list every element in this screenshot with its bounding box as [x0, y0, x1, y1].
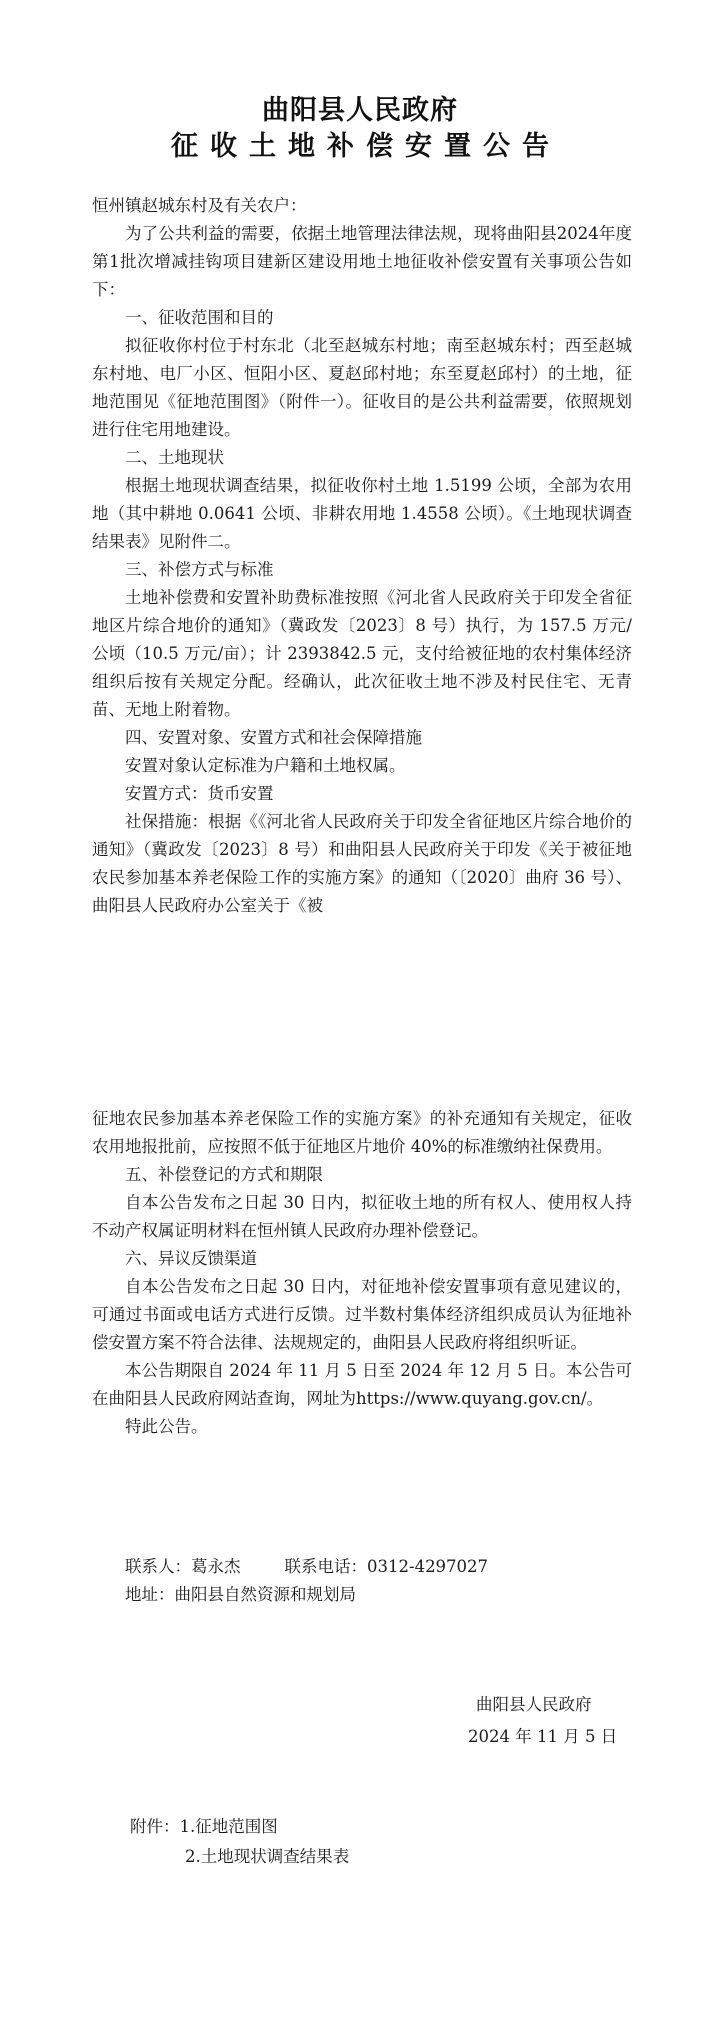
contact-phone: 联系电话：0312-4297027 — [284, 1557, 489, 1576]
attachments-block — [130, 1812, 349, 1872]
section-5-body: 自本公告发布之日起 30 日内，拟征收土地的所有权人、使用权人持不动产权属证明材料在恒州镇人民政府办理补偿登记。 — [92, 1193, 632, 1240]
section-4-method: 安置方式：货币安置 — [125, 784, 274, 803]
contact-block — [92, 1553, 632, 1609]
section-4-heading: 四、安置对象、安置方式和社会保障措施 — [125, 728, 422, 747]
section-4-continuation: 征地农民参加基本养老保险工作的实施方案》的补充通知有关规定，征收农用地报批前，应按照不低于征地区片地价 40%的标准缴纳社保费用。 — [92, 1109, 632, 1156]
section-3-heading: 三、补偿方式与标准 — [125, 560, 274, 579]
contact-person: 联系人：葛永杰 — [125, 1557, 241, 1576]
attachment-row-1 — [130, 1812, 349, 1842]
section-6-body: 自本公告发布之日起 30 日内，对征地补偿安置事项有意见建议的，可通过书面或电话方式进行反馈。过半数村集体经济组织成员认为征地补偿安置方案不符合法律、法规规定的，曲阳县人民政府将组织听证。 — [92, 1277, 632, 1352]
signature-date: 2024 年 11 月 5 日 — [468, 1727, 618, 1746]
attachments-label: 附件： — [130, 1817, 180, 1836]
section-4-social-security: 社保措施：根据《《河北省人民政府关于印发全省征地区片综合地价的通知》（冀政发〔2023〕8 号）和曲阳县人民政府关于印发《关于被征地农民参加基本养老保险工作的实施方案》的通知（〔2020〕曲府 36 号）、曲阳县人民政府办公室关于《被 — [92, 812, 632, 915]
page-subtitle: 征收土地补偿安置公告 — [171, 131, 561, 162]
section-1-heading: 一、征收范围和目的 — [125, 308, 274, 327]
attachment-item-2: 2.土地现状调查结果表 — [185, 1847, 350, 1866]
announcement-body-top — [92, 192, 632, 920]
section-3-body: 土地补偿费和安置补助费标准按照《河北省人民政府关于印发全省征地区片综合地价的通知》（冀政发〔2023〕8 号）执行，为 157.5 万元/公顷（10.5 万元/亩）；计 2393842.5 元，支付给被征地的农村集体经济组织后按有关规定分配。经确认，此次征收土地不涉及村民住宅、无青苗、无地上附着物。 — [92, 588, 632, 719]
section-4-criteria: 安置对象认定标准为户籍和土地权属。 — [125, 756, 406, 775]
section-6-heading: 六、异议反馈渠道 — [125, 1249, 257, 1268]
page-title: 曲阳县人民政府 — [262, 95, 458, 126]
section-5-heading: 五、补偿登记的方式和期限 — [125, 1165, 323, 1184]
intro-paragraph: 为了公共利益的需要，依据土地管理法律法规，现将曲阳县2024年度第1批次增减挂钩项目建新区建设用地土地征收补偿安置有关事项公告如下： — [92, 224, 632, 299]
section-2-heading: 二、土地现状 — [125, 448, 224, 467]
section-1-body: 拟征收你村位于村东北（北至赵城东村地；南至赵城东村；西至赵城东村地、电厂小区、恒阳小区、夏赵邱村地；东至夏赵邱村）的土地，征地范围见《征地范围图》（附件一）。征收目的是公共利益需要，依照规划进行住宅用地建设。 — [92, 336, 632, 439]
salutation: 恒州镇赵城东村及有关农户： — [92, 196, 307, 215]
attachment-item-1: 1.征地范围图 — [179, 1817, 278, 1836]
announcement-body-bottom — [92, 1105, 632, 1441]
contact-address: 地址：曲阳县自然资源和规划局 — [125, 1585, 356, 1604]
contact-row — [92, 1553, 632, 1581]
section-2-body: 根据土地现状调查结果，拟征收你村土地 1.5199 公顷，全部为农用地（其中耕地 0.0641 公顷、非耕农用地 1.4558 公顷）。《土地现状调查结果表》见附件二。 — [92, 476, 632, 551]
closing-line: 特此公告。 — [125, 1417, 208, 1436]
signature-org: 曲阳县人民政府 — [476, 1695, 592, 1714]
notice-period: 本公告期限自 2024 年 11 月 5 日至 2024 年 12 月 5 日。本公告可在曲阳县人民政府网站查询，网址为https://www.quyang.gov.cn/。 — [92, 1361, 632, 1408]
